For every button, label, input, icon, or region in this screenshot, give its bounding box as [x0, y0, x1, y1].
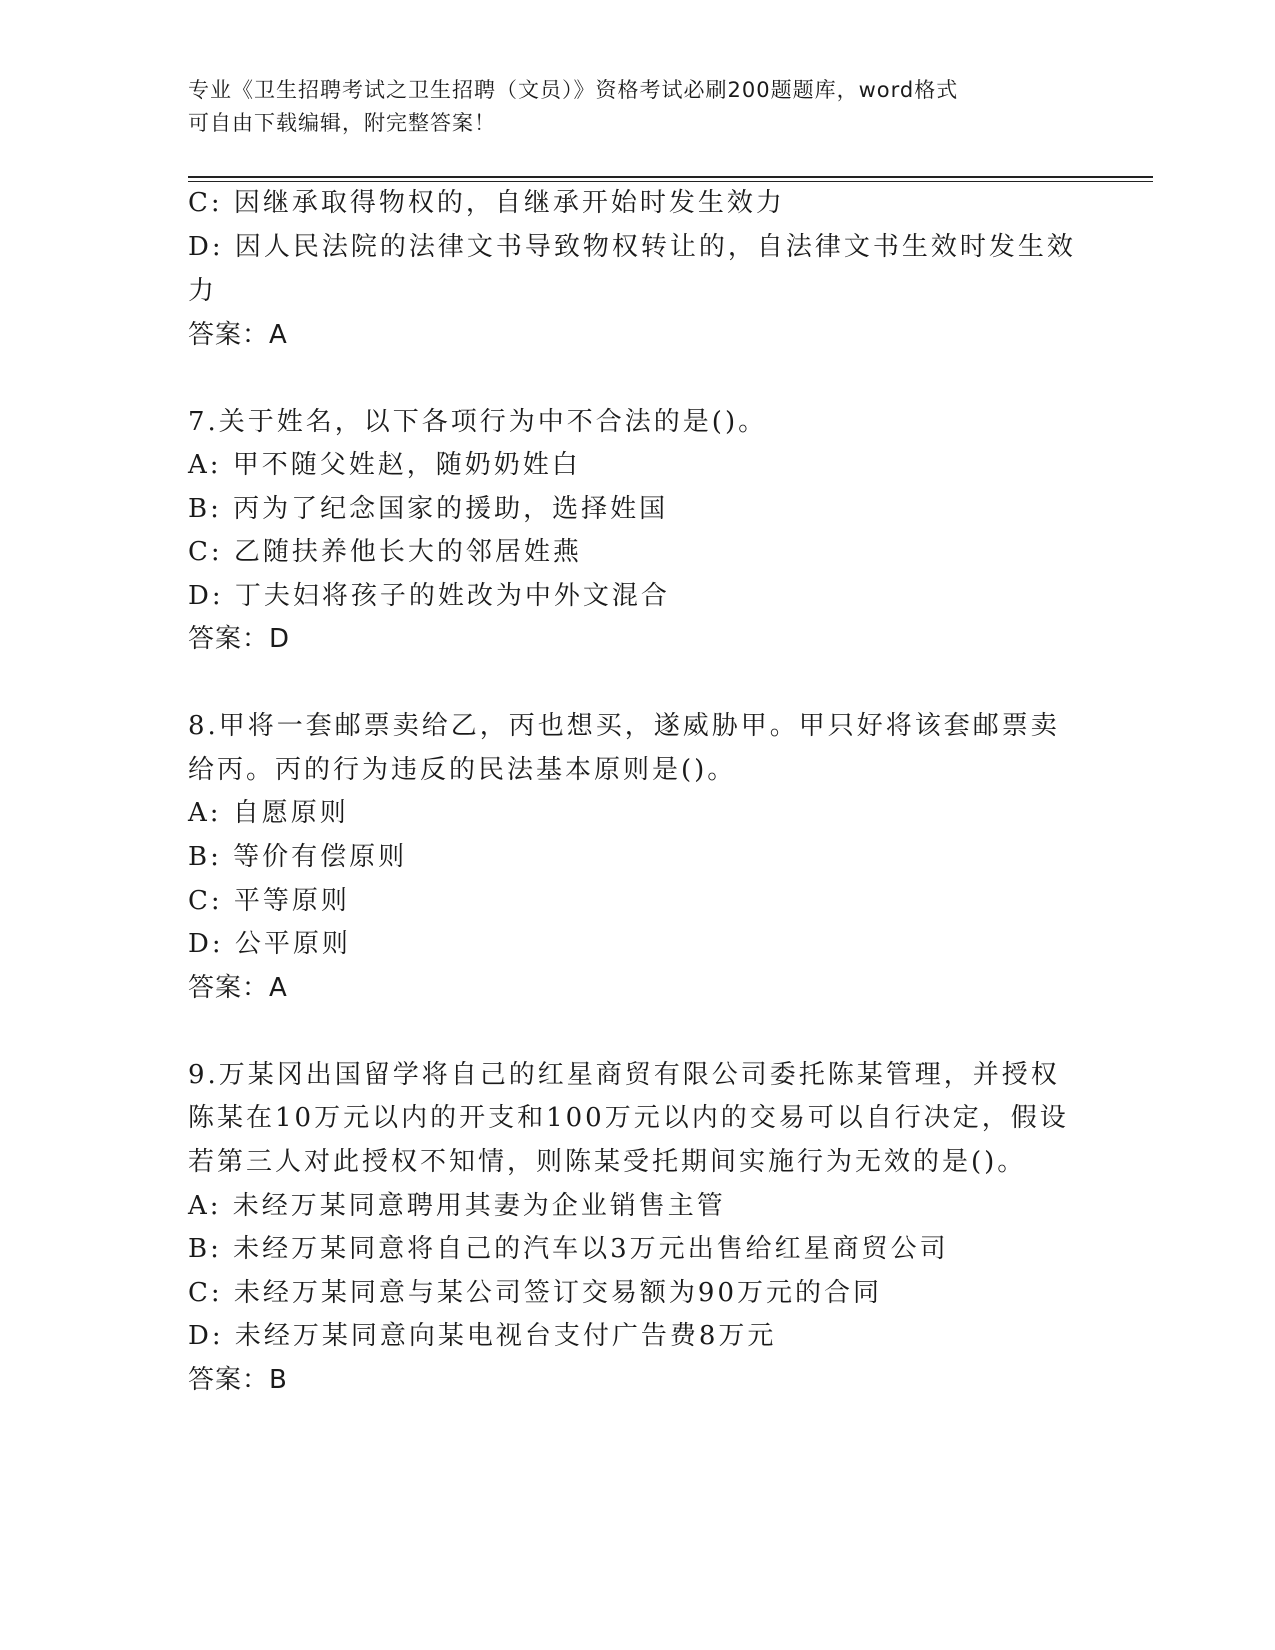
q7-option-d: D: 丁夫妇将孩子的姓改为中外文混合	[188, 581, 670, 611]
q8-stem-line-1: 8.甲将一套邮票卖给乙，丙也想买，遂威胁甲。甲只好将该套邮票卖	[188, 711, 1060, 741]
q7-option-a: A: 甲不随父姓赵，随奶奶姓白	[188, 450, 581, 480]
header-line-1: 专业《卫生招聘考试之卫生招聘（文员）》资格考试必刷200题题库，word格式	[188, 78, 959, 102]
header-divider-thin	[188, 181, 1153, 182]
q9-stem-line-1: 9.万某冈出国留学将自己的红星商贸有限公司委托陈某管理，并授权	[188, 1060, 1060, 1090]
q9-option-b: B: 未经万某同意将自己的汽车以3万元出售给红星商贸公司	[188, 1234, 949, 1264]
header-divider-thick	[188, 176, 1153, 178]
q8-option-c: C: 平等原则	[188, 886, 350, 916]
q8-option-d: D: 公平原则	[188, 929, 351, 959]
q9-answer: 答案：B	[188, 1365, 288, 1395]
q7-option-b: B: 丙为了纪念国家的援助，选择姓国	[188, 494, 669, 524]
q8-stem-line-2: 给丙。丙的行为违反的民法基本原则是()。	[188, 755, 737, 785]
q8-option-a: A: 自愿原则	[188, 798, 349, 828]
document-header	[188, 74, 1088, 140]
q9-stem-line-3: 若第三人对此授权不知情，则陈某受托期间实施行为无效的是()。	[188, 1147, 1027, 1177]
q9-option-c: C: 未经万某同意与某公司签订交易额为90万元的合同	[188, 1278, 883, 1308]
q9-option-a: A: 未经万某同意聘用其妻为企业销售主管	[188, 1191, 726, 1221]
q7-answer: 答案：D	[188, 624, 291, 654]
q7-option-c: C: 乙随扶养他长大的邻居姓燕	[188, 537, 582, 567]
q6-option-c: C: 因继承取得物权的，自继承开始时发生效力	[188, 188, 785, 218]
q8-option-b: B: 等价有偿原则	[188, 842, 408, 872]
q7-stem: 7.关于姓名，以下各项行为中不合法的是()。	[188, 407, 768, 437]
header-line-2: 可自由下载编辑，附完整答案！	[188, 111, 496, 135]
q6-answer: 答案：A	[188, 320, 288, 350]
q8-answer: 答案：A	[188, 973, 288, 1003]
q9-option-d: D: 未经万某同意向某电视台支付广告费8万元	[188, 1321, 777, 1351]
q6-option-d-line-1: D: 因人民法院的法律文书导致物权转让的，自法律文书生效时发生效	[188, 232, 1076, 262]
q9-stem-line-2: 陈某在10万元以内的开支和100万元以内的交易可以自行决定，假设	[188, 1103, 1069, 1133]
q6-option-d-line-2: 力	[188, 276, 218, 306]
